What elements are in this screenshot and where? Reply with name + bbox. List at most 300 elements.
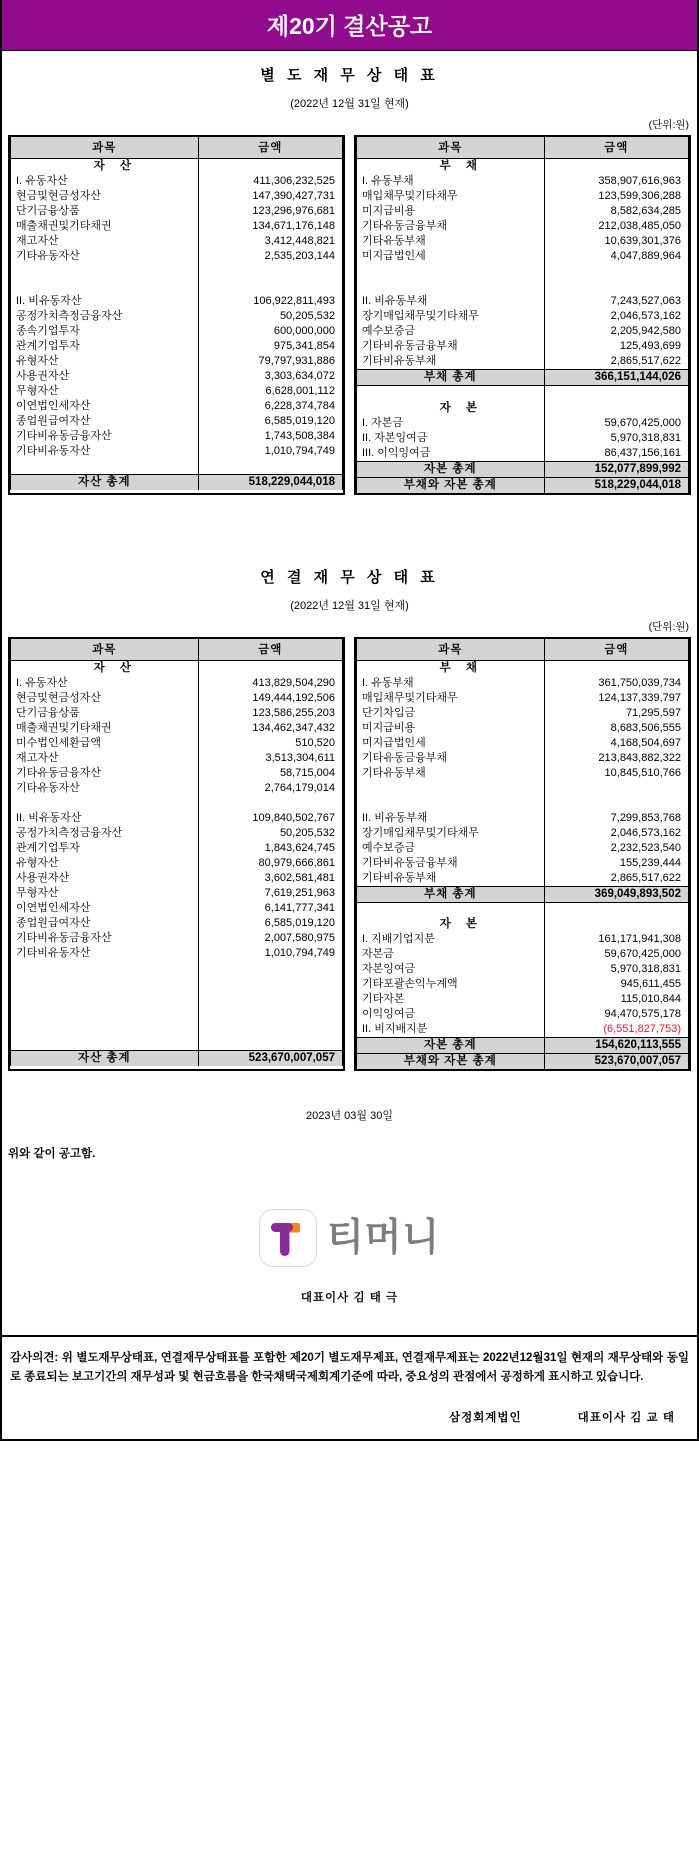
row-value [544, 781, 688, 796]
row-label [357, 796, 545, 811]
table-row [11, 174, 343, 189]
row-label: 기타유동금융부채 [357, 751, 545, 766]
table-row [11, 219, 343, 234]
row-label: 기타비유동자산 [11, 946, 199, 961]
row-label: 기타유동자산 [11, 249, 199, 264]
row-label: 미지급비용 [357, 721, 545, 736]
table-row [11, 826, 343, 841]
separate-assets-panel [8, 135, 345, 495]
consolidated-liabilities-total [357, 886, 689, 902]
table-row [11, 736, 343, 751]
row-label: II. 비지배지분 [357, 1022, 545, 1038]
row-value [198, 264, 342, 279]
table-row [357, 416, 689, 431]
row-label: 기타비유동부채 [357, 871, 545, 887]
column-header-name: 과목 [11, 639, 199, 661]
row-label: 기타비유동금융자산 [11, 931, 199, 946]
table-row-subtotal [357, 370, 689, 386]
separate-liabilities-table [356, 137, 689, 493]
column-header-name: 과목 [357, 137, 545, 159]
row-label: 종업원급여자산 [11, 916, 199, 931]
table-row [357, 841, 689, 856]
row-label: 재고자산 [11, 751, 199, 766]
table-row-subtotal [357, 461, 689, 477]
row-value: 213,843,882,322 [544, 751, 688, 766]
row-value: 59,670,425,000 [544, 947, 688, 962]
table-row [11, 339, 343, 354]
separate-sheet-date: (2022년 12월 31일 현재) [290, 98, 409, 110]
table-row-grand-total [11, 474, 343, 490]
column-header-amount: 금액 [544, 639, 688, 661]
table-row [357, 234, 689, 249]
table-row-spacer [357, 264, 689, 279]
row-value: 510,520 [198, 736, 342, 751]
row-value: 2,764,179,014 [198, 781, 342, 796]
separate-le-total-label: 부채와 자본 총계 [357, 477, 545, 493]
column-header-name: 과목 [11, 137, 199, 159]
table-row [357, 249, 689, 264]
row-label: 단기금융상품 [11, 706, 199, 721]
separate-equity-total-value: 152,077,899,992 [544, 461, 688, 477]
row-label: 종업원급여자산 [11, 414, 199, 429]
separate-liabilities-body [357, 159, 689, 370]
table-section-heading: 자 산 [11, 159, 343, 175]
separate-assets-total-value: 518,229,044,018 [198, 474, 342, 490]
auditor-ceo-name: 대표이사 김 교 태 [577, 1411, 675, 1424]
table-row [11, 931, 343, 946]
row-label: 장기매입채무및기타채무 [357, 826, 545, 841]
separate-liabilities-total [357, 370, 689, 386]
row-value: 1,743,508,384 [198, 429, 342, 444]
row-value: 2,865,517,622 [544, 354, 688, 370]
separate-equity-body [357, 386, 689, 462]
consolidated-liabilities-body [357, 660, 689, 886]
section-gap [2, 495, 697, 553]
declaration-date: 2023년 03월 30일 [306, 1110, 393, 1122]
row-value: 147,390,427,731 [198, 189, 342, 204]
row-value: 6,585,019,120 [198, 916, 342, 931]
row-label: 공정가치측정금융자산 [11, 826, 199, 841]
row-label: 미지급비용 [357, 204, 545, 219]
table-row-spacer [357, 796, 689, 811]
table-row-spacer [11, 279, 343, 294]
row-value: 2,205,942,580 [544, 324, 688, 339]
auditor-signature-block [2, 1387, 697, 1439]
column-header-amount: 금액 [544, 137, 688, 159]
consolidated-liabilities-total-value: 369,049,893,502 [544, 886, 688, 902]
table-row [11, 369, 343, 384]
row-value: 10,639,301,376 [544, 234, 688, 249]
audit-opinion-text: 감사의견: 위 별도재무상태표, 연결재무상태표를 포함한 제20기 별도재무제표, 연결재무제표는 2022년12월31일 현재의 재무상태와 동일로 종료되는 보고기간의 재무성과 및 현금흐름을 한국채택국제회계기준에 따라, 중요성의 관점에서 공정하게 표시하고 있습니다. [10, 1352, 689, 1383]
table-row-grand-total [11, 1051, 343, 1067]
table-row-spacer [357, 279, 689, 294]
table-row [357, 431, 689, 446]
table-row [357, 706, 689, 721]
row-label: 기타유동자산 [11, 781, 199, 796]
consolidated-assets-body [11, 660, 343, 961]
table-row [357, 826, 689, 841]
row-value: 3,602,581,481 [198, 871, 342, 886]
table-row [11, 189, 343, 204]
separate-assets-body [11, 159, 343, 460]
table-row [11, 781, 343, 796]
row-label: 이연법인세자산 [11, 901, 199, 916]
table-row [11, 429, 343, 444]
separate-liabilities-total-label: 부채 총계 [357, 370, 545, 386]
table-row [11, 249, 343, 264]
consolidated-balance-sheet [2, 637, 697, 1072]
separate-equity-total-label: 자본 총계 [357, 461, 545, 477]
table-row [11, 324, 343, 339]
row-value [544, 264, 688, 279]
row-value: 79,797,931,886 [198, 354, 342, 369]
row-label: 기타비유동부채 [357, 354, 545, 370]
table-row [357, 676, 689, 691]
row-value: 106,922,811,493 [198, 294, 342, 309]
table-row [11, 721, 343, 736]
table-filler-rows [11, 961, 343, 1051]
table-row-grand-total [357, 1054, 689, 1070]
separate-assets-total-label: 자산 총계 [11, 474, 199, 490]
column-header-name: 과목 [357, 639, 545, 661]
table-row [11, 946, 343, 961]
consolidated-equity-total-label: 자본 총계 [357, 1038, 545, 1054]
separate-liabilities-equity-panel [354, 135, 691, 495]
table-row-spacer [11, 961, 343, 976]
row-value: 8,582,634,285 [544, 204, 688, 219]
consolidated-assets-total-label: 자산 총계 [11, 1051, 199, 1067]
separate-balance-sheet [2, 135, 697, 495]
table-section-heading: 부 채 [357, 660, 689, 676]
row-value: 6,141,777,341 [198, 901, 342, 916]
row-label: II. 비유동자산 [11, 811, 199, 826]
row-value: 4,168,504,697 [544, 736, 688, 751]
row-label: 매출채권및기타채권 [11, 721, 199, 736]
table-row [357, 189, 689, 204]
row-value: 134,671,176,148 [198, 219, 342, 234]
row-value: 125,493,699 [544, 339, 688, 354]
row-label: 단기금융상품 [11, 204, 199, 219]
row-label: 미지급법인세 [357, 736, 545, 751]
table-row-spacer [357, 902, 689, 917]
column-header-amount: 금액 [198, 137, 342, 159]
row-label: 기타유동부채 [357, 766, 545, 781]
separate-sheet-title: 별 도 재 무 상 태 표 [260, 67, 439, 84]
row-value: 2,232,523,540 [544, 841, 688, 856]
separate-assets-table [10, 137, 343, 490]
table-row [357, 339, 689, 354]
table-row [11, 354, 343, 369]
row-value: 123,599,306,288 [544, 189, 688, 204]
row-value: 8,683,506,555 [544, 721, 688, 736]
row-value: 600,000,000 [198, 324, 342, 339]
table-row [357, 947, 689, 962]
row-label: 기타자본 [357, 992, 545, 1007]
table-row [357, 309, 689, 324]
table-row [11, 856, 343, 871]
row-value: 123,296,976,681 [198, 204, 342, 219]
table-row [357, 691, 689, 706]
row-value: 1,010,794,749 [198, 444, 342, 459]
row-value: 975,341,854 [198, 339, 342, 354]
table-row [357, 871, 689, 887]
row-value: 2,046,573,162 [544, 826, 688, 841]
table-section-heading: 자 산 [11, 660, 343, 676]
table-row-spacer [11, 264, 343, 279]
table-row-spacer [11, 991, 343, 1006]
table-row [357, 766, 689, 781]
row-value: 80,979,666,861 [198, 856, 342, 871]
row-label [11, 796, 199, 811]
table-row [11, 886, 343, 901]
consolidated-le-total-value: 523,670,007,057 [544, 1054, 688, 1070]
consolidated-liabilities-table [356, 639, 689, 1070]
row-label: 기타유동금융자산 [11, 766, 199, 781]
row-label: 자본금 [357, 947, 545, 962]
row-label: 매입채무및기타채무 [357, 691, 545, 706]
consolidated-assets-total-value: 523,670,007,057 [198, 1051, 342, 1067]
table-row [11, 414, 343, 429]
row-label: II. 자본잉여금 [357, 431, 545, 446]
row-label: I. 지배기업지분 [357, 932, 545, 947]
row-value: 5,970,318,831 [544, 431, 688, 446]
row-label: 유형자산 [11, 354, 199, 369]
row-label: 매출채권및기타채권 [11, 219, 199, 234]
consolidated-sheet-date: (2022년 12월 31일 현재) [290, 599, 409, 612]
row-value: 161,171,941,308 [544, 932, 688, 947]
row-label: I. 유동자산 [11, 676, 199, 691]
row-label: 공정가치측정금융자산 [11, 309, 199, 324]
table-row-spacer [11, 1021, 343, 1036]
row-value: 123,586,255,203 [198, 706, 342, 721]
table-row [357, 204, 689, 219]
table-row [357, 174, 689, 189]
page-title: 제20기 결산공고 [2, 0, 697, 51]
row-value: 7,243,527,063 [544, 294, 688, 309]
row-value [544, 796, 688, 811]
row-label: 관계기업투자 [11, 339, 199, 354]
row-label [11, 279, 199, 294]
row-value [198, 279, 342, 294]
row-label: 재고자산 [11, 234, 199, 249]
row-value: 411,306,232,525 [198, 174, 342, 189]
row-value: 413,829,504,290 [198, 676, 342, 691]
table-row [357, 992, 689, 1007]
table-row [357, 446, 689, 462]
row-label: 현금및현금성자산 [11, 189, 199, 204]
row-label: I. 유동자산 [11, 174, 199, 189]
row-value: 6,585,019,120 [198, 414, 342, 429]
auditor-firm-name: 삼정회계법인 [448, 1411, 522, 1424]
table-row [357, 219, 689, 234]
table-row [357, 962, 689, 977]
row-label: 무형자산 [11, 886, 199, 901]
table-row [357, 736, 689, 751]
row-value: 86,437,156,161 [544, 446, 688, 462]
row-value: 5,970,318,831 [544, 962, 688, 977]
row-label: 미수법인세환급액 [11, 736, 199, 751]
row-label: 단기차입금 [357, 706, 545, 721]
table-row-spacer [11, 796, 343, 811]
separate-liabilities-total-value: 366,151,144,026 [544, 370, 688, 386]
row-value: 149,444,192,506 [198, 691, 342, 706]
row-value: 155,239,444 [544, 856, 688, 871]
row-value: 115,010,844 [544, 992, 688, 1007]
row-label: 기타비유동자산 [11, 444, 199, 459]
table-row [11, 706, 343, 721]
row-value: 50,205,532 [198, 826, 342, 841]
row-value: 2,865,517,622 [544, 871, 688, 887]
row-label: 장기매입채무및기타채무 [357, 309, 545, 324]
row-label: 현금및현금성자산 [11, 691, 199, 706]
separate-le-total-value: 518,229,044,018 [544, 477, 688, 493]
row-label [357, 264, 545, 279]
table-filler-rows [11, 459, 343, 474]
row-label: 무형자산 [11, 384, 199, 399]
row-label [357, 781, 545, 796]
table-row-grand-total [357, 477, 689, 493]
table-row [357, 721, 689, 736]
row-label: II. 비유동자산 [11, 294, 199, 309]
table-row-spacer [11, 1036, 343, 1051]
consolidated-liabilities-total-label: 부채 총계 [357, 886, 545, 902]
row-label: 기타유동부채 [357, 234, 545, 249]
consolidated-assets-table [10, 639, 343, 1067]
table-section-heading: 자 본 [357, 917, 689, 932]
row-value: 4,047,889,964 [544, 249, 688, 264]
row-label: 관계기업투자 [11, 841, 199, 856]
row-value: 71,295,597 [544, 706, 688, 721]
page-bottom-border [2, 1439, 697, 1441]
company-logo [2, 1161, 697, 1267]
table-row [11, 811, 343, 826]
row-label: 사용권자산 [11, 369, 199, 384]
row-label: 이연법인세자산 [11, 399, 199, 414]
table-row [357, 751, 689, 766]
row-label: I. 유동부채 [357, 174, 545, 189]
table-row [357, 1022, 689, 1038]
row-value: 50,205,532 [198, 309, 342, 324]
row-label: I. 유동부채 [357, 676, 545, 691]
table-row [357, 811, 689, 826]
row-value: 59,670,425,000 [544, 416, 688, 431]
row-value: 6,628,001,112 [198, 384, 342, 399]
row-label: 종속기업투자 [11, 324, 199, 339]
table-row [357, 932, 689, 947]
row-label: 예수보증금 [357, 841, 545, 856]
row-value: 212,038,485,050 [544, 219, 688, 234]
table-row [11, 384, 343, 399]
row-value [544, 279, 688, 294]
table-row-spacer [357, 386, 689, 401]
table-row [11, 234, 343, 249]
ceo-signature: 대표이사 김 태 극 [300, 1292, 399, 1304]
separate-equity-total [357, 461, 689, 477]
row-label: 미지급법인세 [357, 249, 545, 264]
row-label: 매입채무및기타채무 [357, 189, 545, 204]
row-value: 10,845,510,766 [544, 766, 688, 781]
table-row-spacer [357, 781, 689, 796]
row-value: 1,010,794,749 [198, 946, 342, 961]
tmoney-logo-icon [259, 1209, 317, 1267]
table-section-heading: 부 채 [357, 159, 689, 175]
consolidated-sheet-unit: (단위:원) [648, 620, 689, 633]
row-label: 기타유동금융부채 [357, 219, 545, 234]
row-label: II. 비유동부채 [357, 294, 545, 309]
row-value [198, 796, 342, 811]
row-value: 94,470,575,178 [544, 1007, 688, 1022]
row-value: 1,843,624,745 [198, 841, 342, 856]
table-row [11, 444, 343, 459]
table-row [11, 766, 343, 781]
row-value: 58,715,004 [198, 766, 342, 781]
table-row [11, 676, 343, 691]
row-value: 124,137,339,797 [544, 691, 688, 706]
consolidated-sheet-title: 연 결 재 무 상 태 표 [260, 568, 439, 586]
table-row [11, 294, 343, 309]
consolidated-equity-body [357, 902, 689, 1038]
row-label: 사용권자산 [11, 871, 199, 886]
consolidated-assets-panel [8, 637, 345, 1072]
table-row [357, 856, 689, 871]
table-row [357, 324, 689, 339]
row-value: 7,619,251,963 [198, 886, 342, 901]
row-label: III. 이익잉여금 [357, 446, 545, 462]
row-value: 134,462,347,432 [198, 721, 342, 736]
row-value: 109,840,502,767 [198, 811, 342, 826]
row-value: 358,907,616,963 [544, 174, 688, 189]
table-row-subtotal [357, 1038, 689, 1054]
table-row [11, 871, 343, 886]
column-header-amount: 금액 [198, 639, 342, 661]
table-row [11, 204, 343, 219]
table-row [357, 354, 689, 370]
row-value: 7,299,853,768 [544, 811, 688, 826]
table-section-heading: 자 본 [357, 401, 689, 416]
table-row [11, 691, 343, 706]
row-value: 2,046,573,162 [544, 309, 688, 324]
table-row [357, 1007, 689, 1022]
row-label: 기타포괄손익누계액 [357, 977, 545, 992]
consolidated-equity-total [357, 1038, 689, 1054]
row-label [357, 279, 545, 294]
row-label: 기타비유동금융자산 [11, 429, 199, 444]
row-label [11, 264, 199, 279]
table-row-subtotal [357, 886, 689, 902]
row-label: II. 비유동부채 [357, 811, 545, 826]
consolidated-equity-total-value: 154,620,113,555 [544, 1038, 688, 1054]
row-value: 2,007,580,975 [198, 931, 342, 946]
row-value: 2,535,203,144 [198, 249, 342, 264]
table-row-spacer [11, 1006, 343, 1021]
row-label: 기타비유동금융부채 [357, 339, 545, 354]
declaration-note: 위와 같이 공고함. [8, 1148, 96, 1160]
consolidated-le-total-label: 부채와 자본 총계 [357, 1054, 545, 1070]
row-label: 예수보증금 [357, 324, 545, 339]
row-value: 3,303,634,072 [198, 369, 342, 384]
row-label: 기타비유동금융부채 [357, 856, 545, 871]
separate-sheet-unit: (단위:원) [648, 119, 689, 131]
row-label: 이익잉여금 [357, 1007, 545, 1022]
tmoney-logo-text: 티머니 [326, 1217, 441, 1259]
row-label: 자본잉여금 [357, 962, 545, 977]
table-row [357, 294, 689, 309]
table-row [11, 309, 343, 324]
table-row [357, 977, 689, 992]
row-value: 361,750,039,734 [544, 676, 688, 691]
row-label: 유형자산 [11, 856, 199, 871]
table-row-spacer [11, 459, 343, 474]
